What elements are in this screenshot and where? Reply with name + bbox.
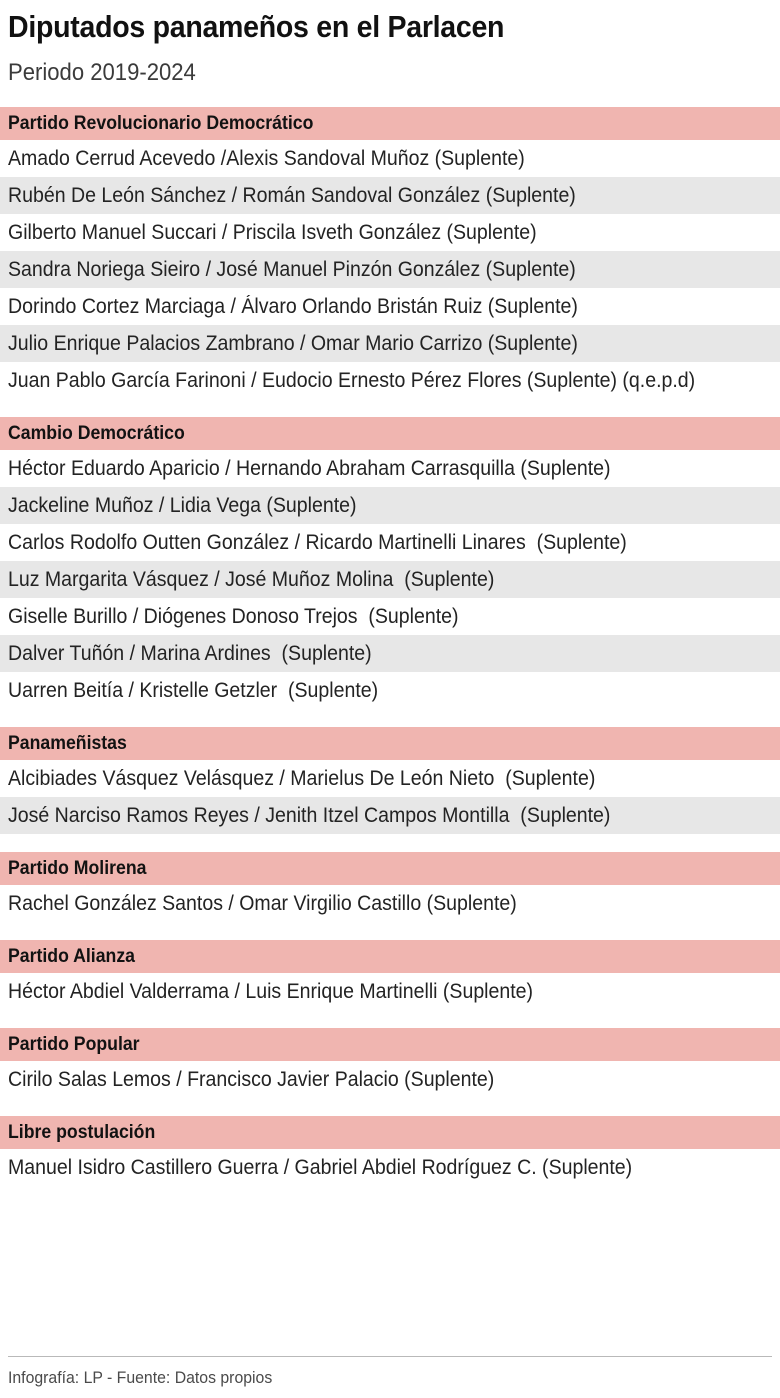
party-header (0, 417, 780, 450)
table-row (0, 635, 780, 672)
deputy-names: Luz Margarita Vásquez / José Muñoz Molina (Suplente) (8, 567, 495, 591)
deputy-names: Amado Cerrud Acevedo /Alexis Sandoval Muñoz (Suplente) (8, 146, 525, 170)
table-row (0, 450, 780, 487)
party-section (0, 852, 780, 922)
table-row (0, 885, 780, 922)
table-row (0, 362, 780, 399)
deputy-names: Héctor Abdiel Valderrama / Luis Enrique Martinelli (Suplente) (8, 979, 534, 1003)
party-section (0, 727, 780, 834)
table-row (0, 598, 780, 635)
table-row (0, 251, 780, 288)
table-row (0, 524, 780, 561)
deputy-names: Rachel González Santos / Omar Virgilio Castillo (Suplente) (8, 891, 517, 915)
party-header-label: Partido Alianza (8, 946, 135, 967)
deputy-names: Rubén De León Sánchez / Román Sandoval González (Suplente) (8, 183, 576, 207)
party-header (0, 852, 780, 885)
page-title: Diputados panameños en el Parlacen (8, 9, 505, 44)
deputy-names: Alcibiades Vásquez Velásquez / Marielus De León Nieto (Suplente) (8, 766, 596, 790)
deputy-names: Cirilo Salas Lemos / Francisco Javier Palacio (Suplente) (8, 1067, 495, 1091)
table-row (0, 561, 780, 598)
table-row (0, 487, 780, 524)
deputy-names: Gilberto Manuel Succari / Priscila Isveth González (Suplente) (8, 220, 537, 244)
party-section (0, 940, 780, 1010)
party-header (0, 107, 780, 140)
deputy-names: Jackeline Muñoz / Lidia Vega (Suplente) (8, 493, 357, 517)
table-row (0, 760, 780, 797)
deputy-names: Giselle Burillo / Diógenes Donoso Trejos (Suplente) (8, 604, 459, 628)
deputy-names: Julio Enrique Palacios Zambrano / Omar Mario Carrizo (Suplente) (8, 331, 578, 355)
party-header-label: Panameñistas (8, 733, 127, 754)
party-section (0, 107, 780, 399)
party-header-label: Partido Popular (8, 1034, 140, 1055)
party-header (0, 940, 780, 973)
table-row (0, 140, 780, 177)
party-header (0, 1028, 780, 1061)
party-header-label: Partido Revolucionario Democrático (8, 113, 314, 134)
deputy-names: Juan Pablo García Farinoni / Eudocio Ernesto Pérez Flores (Suplente) (q.e.p.d) (8, 368, 696, 392)
deputy-names: Héctor Eduardo Aparicio / Hernando Abraham Carrasquilla (Suplente) (8, 456, 611, 480)
table-row (0, 325, 780, 362)
table-row (0, 288, 780, 325)
table-row (0, 672, 780, 709)
party-section (0, 417, 780, 709)
table-row (0, 1061, 780, 1098)
table-row (0, 214, 780, 251)
deputy-names: Manuel Isidro Castillero Guerra / Gabriel Abdiel Rodríguez C. (Suplente) (8, 1155, 633, 1179)
table-row (0, 1149, 780, 1186)
deputy-names: Carlos Rodolfo Outten González / Ricardo Martinelli Linares (Suplente) (8, 530, 627, 554)
party-header-label: Partido Molirena (8, 858, 147, 879)
table-row (0, 177, 780, 214)
party-header-label: Libre postulación (8, 1122, 156, 1143)
deputy-names: Dalver Tuñón / Marina Ardines (Suplente) (8, 641, 372, 665)
deputy-names: José Narciso Ramos Reyes / Jenith Itzel Campos Montilla (Suplente) (8, 803, 611, 827)
table-row (0, 797, 780, 834)
deputy-names: Dorindo Cortez Marciaga / Álvaro Orlando Bristán Ruiz (Suplente) (8, 294, 578, 318)
party-section (0, 1116, 780, 1186)
infographic-footer (0, 1356, 780, 1398)
party-section (0, 1028, 780, 1098)
deputies-table (0, 107, 780, 1186)
footer-credit: Infografía: LP - Fuente: Datos propios (8, 1368, 273, 1387)
infographic-header (0, 0, 780, 88)
party-header (0, 1116, 780, 1149)
table-row (0, 973, 780, 1010)
page-subtitle: Periodo 2019-2024 (8, 59, 196, 86)
deputy-names: Uarren Beitía / Kristelle Getzler (Suplente) (8, 678, 379, 702)
party-header (0, 727, 780, 760)
party-header-label: Cambio Democrático (8, 423, 185, 444)
deputy-names: Sandra Noriega Sieiro / José Manuel Pinzón González (Suplente) (8, 257, 576, 281)
